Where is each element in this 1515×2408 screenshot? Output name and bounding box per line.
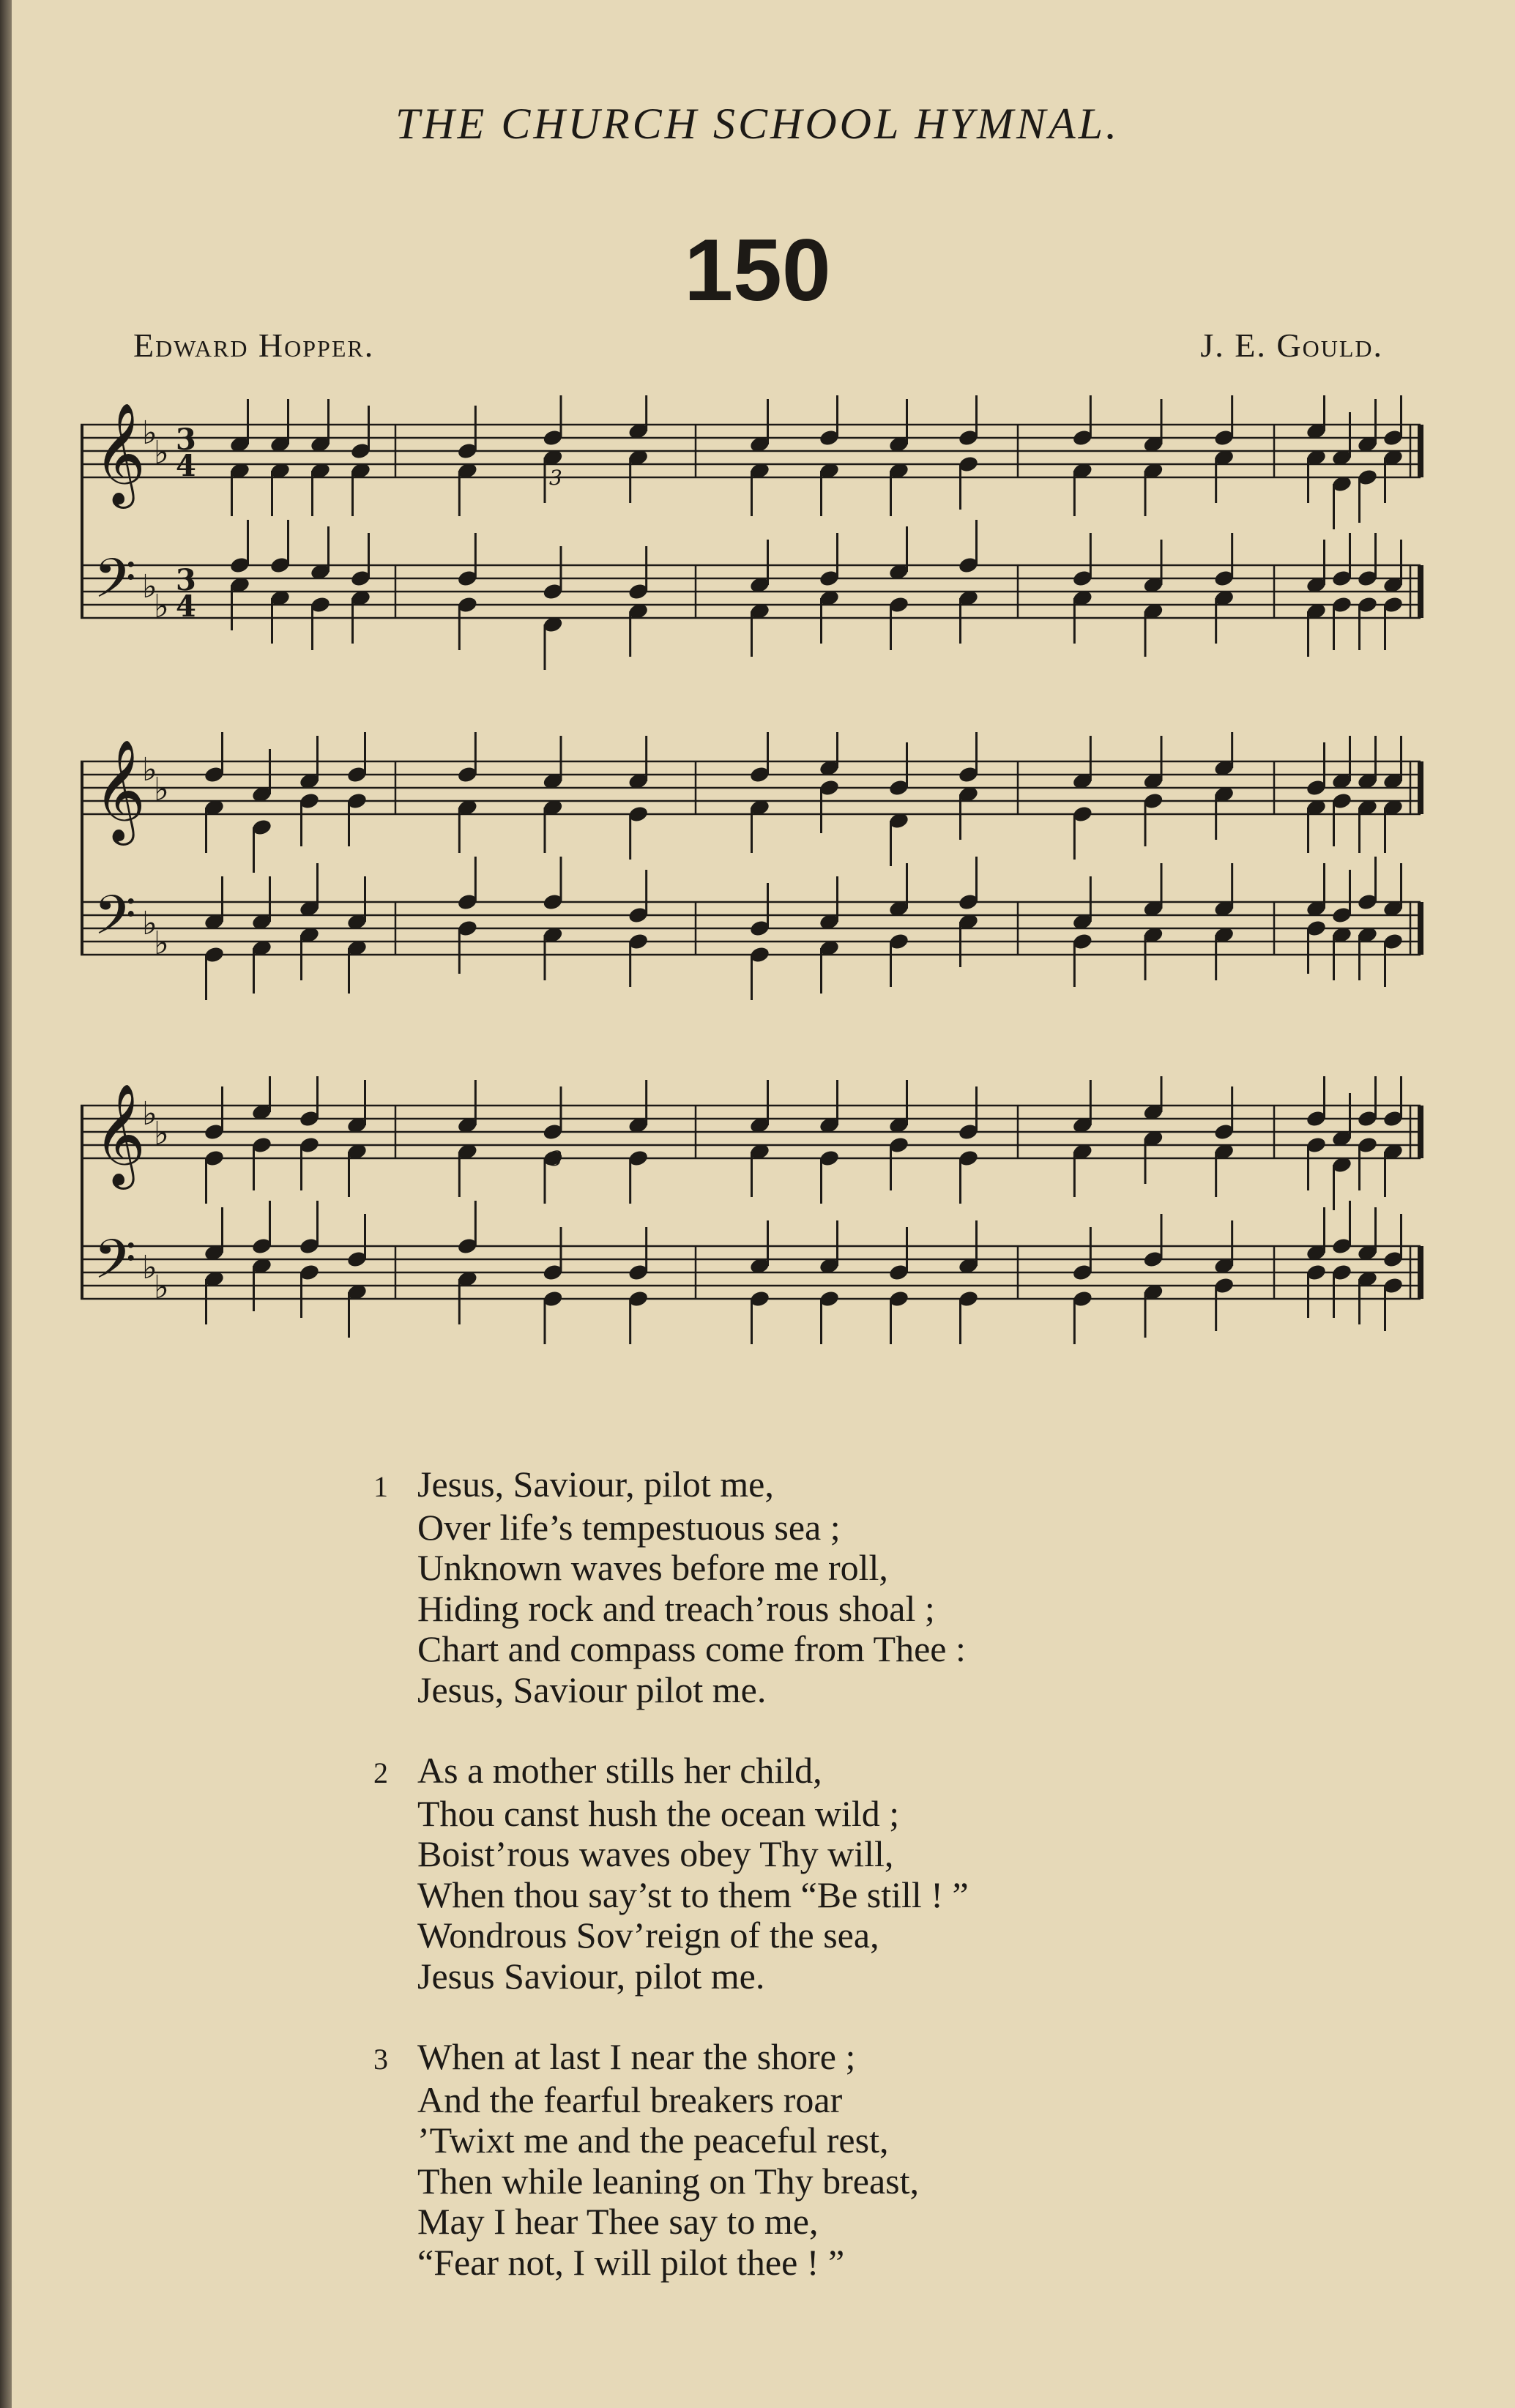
verse-line: Wondrous Sov’reign of the sea, (417, 1915, 879, 1956)
flat-icon: ♭ (142, 1095, 157, 1133)
treble-clef-icon: 𝄞 (94, 403, 146, 504)
hymn-verses (373, 1464, 1399, 2323)
verse-2 (373, 1751, 1399, 1997)
verse-number: 3 (373, 2043, 388, 2076)
bass-clef-icon: 𝄢 (94, 547, 136, 624)
verse-line: Jesus Saviour, pilot me. (417, 1955, 765, 1997)
flat-icon: ♭ (154, 434, 169, 471)
verse-line: Over life’s tempestuous sea ; (417, 1506, 841, 1548)
verse-line: Jesus, Saviour pilot me. (417, 1669, 767, 1710)
flat-icon: ♭ (154, 771, 169, 808)
bass-clef-icon: 𝄢 (94, 1228, 136, 1305)
score-system-2 (81, 732, 1435, 1025)
flat-icon: ♭ (142, 414, 157, 452)
flat-icon: ♭ (142, 568, 157, 605)
flat-icon: ♭ (154, 1115, 169, 1152)
verse-number: 2 (373, 1756, 388, 1789)
hymn-number: 150 (684, 221, 831, 319)
verse-line: When thou say’st to them “Be still ! ” (417, 1874, 969, 1915)
music-notation (81, 395, 1435, 688)
treble-clef-icon: 𝄞 (94, 739, 146, 841)
music-notation (81, 732, 1435, 1025)
flat-icon: ♭ (142, 751, 157, 789)
score-system-1 (81, 395, 1435, 688)
verse-line: Then while leaning on Thy breast, (417, 2160, 920, 2202)
bass-clef-icon: 𝄢 (94, 884, 136, 961)
author-credit: Edward Hopper. (133, 327, 375, 364)
time-signature-digit: 3 (176, 422, 196, 457)
flat-icon: ♭ (154, 1269, 169, 1306)
verse-number: 1 (373, 1470, 388, 1503)
triplet-mark: 3 (549, 466, 562, 490)
verse-line: Boist’rous waves obey Thy will, (417, 1833, 894, 1874)
verse-line: 1 Jesus, Saviour, pilot me, (373, 1464, 1399, 1507)
flat-icon: ♭ (142, 905, 157, 942)
verse-line: And the fearful breakers roar (417, 2079, 843, 2120)
time-signature-digit: 4 (176, 449, 196, 483)
triplet-mark: 3 (549, 1147, 562, 1171)
verse-line: ’Twixt me and the peaceful rest, (417, 2120, 889, 2161)
running-title: THE CHURCH SCHOOL HYMNAL. (395, 100, 1120, 148)
verse-1 (373, 1464, 1399, 1710)
flat-icon: ♭ (154, 925, 169, 962)
treble-clef-icon: 𝄞 (94, 1084, 146, 1185)
verse-line: May I hear Thee say to me, (417, 2201, 819, 2242)
flat-icon: ♭ (142, 1249, 157, 1286)
flat-icon: ♭ (154, 588, 169, 625)
music-notation (81, 1076, 1435, 1369)
page-binding-edge (0, 0, 12, 2408)
verse-line: “Fear not, I will pilot thee ! ” (417, 2241, 845, 2283)
verse-line: 3 When at last I near the shore ; (373, 2037, 1399, 2080)
composer-credit: J. E. Gould. (1200, 327, 1383, 364)
verse-line: 2 As a mother stills her child, (373, 1751, 1399, 1794)
verse-3 (373, 2037, 1399, 2283)
verse-line: Chart and compass come from Thee : (417, 1628, 966, 1669)
verse-line: Hiding rock and treach’rous shoal ; (417, 1587, 935, 1629)
time-signature-digit: 4 (176, 589, 196, 624)
verse-line: Thou canst hush the ocean wild ; (417, 1792, 900, 1834)
score-system-3 (81, 1076, 1435, 1369)
time-signature-digit: 3 (176, 563, 196, 597)
verse-line: Unknown waves before me roll, (417, 1547, 888, 1588)
